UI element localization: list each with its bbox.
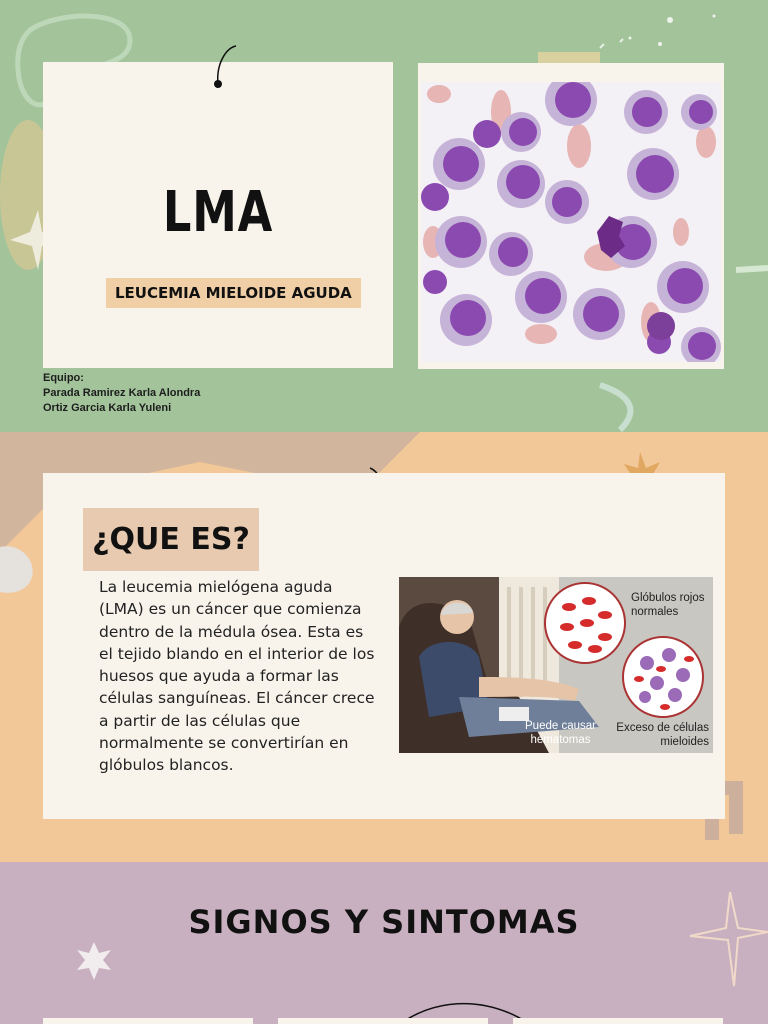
team-member: Parada Ramirez Karla Alondra [43, 387, 201, 399]
label-line: normales [631, 606, 679, 618]
signs-heading: SIGNOS Y SINTOMAS [188, 903, 580, 941]
pin-doodle [208, 44, 238, 88]
definition-paragraph: La leucemia mielógena aguda (LMA) es un cáncer que comienza dentro de la médula ósea. Esta es el tejido blando en el interior de los huesos que ayuda a formar las células sanguíneas. El cáncer crece a partir de las células que normalmente se convertirían en glóbulos blancos. [99, 578, 375, 775]
team-credits [43, 371, 200, 416]
decor-stars [0, 862, 768, 1024]
label-line: hematomas [530, 734, 591, 746]
blood-smear-image [421, 82, 721, 362]
label-line: Puede causar [525, 720, 596, 732]
label-bruises [525, 719, 596, 747]
team-member: Ortiz Garcia Karla Yuleni [43, 402, 172, 414]
cover-section [0, 0, 768, 432]
page-title: LMA [162, 180, 274, 245]
label-line: Exceso de células [616, 722, 709, 734]
cover-card [43, 62, 393, 368]
signs-section [0, 862, 768, 1024]
blood-smear-frame [418, 63, 724, 369]
section-heading: ¿QUE ES? [83, 508, 259, 571]
label-normal-cells [631, 591, 705, 619]
subtitle-badge: LEUCEMIA MIELOIDE AGUDA [106, 278, 361, 308]
label-excess-cells [616, 721, 709, 749]
team-heading: Equipo: [43, 372, 84, 384]
patient-illustration [399, 577, 713, 753]
label-line: Glóbulos rojos [631, 592, 705, 604]
label-line: mieloides [660, 736, 709, 748]
